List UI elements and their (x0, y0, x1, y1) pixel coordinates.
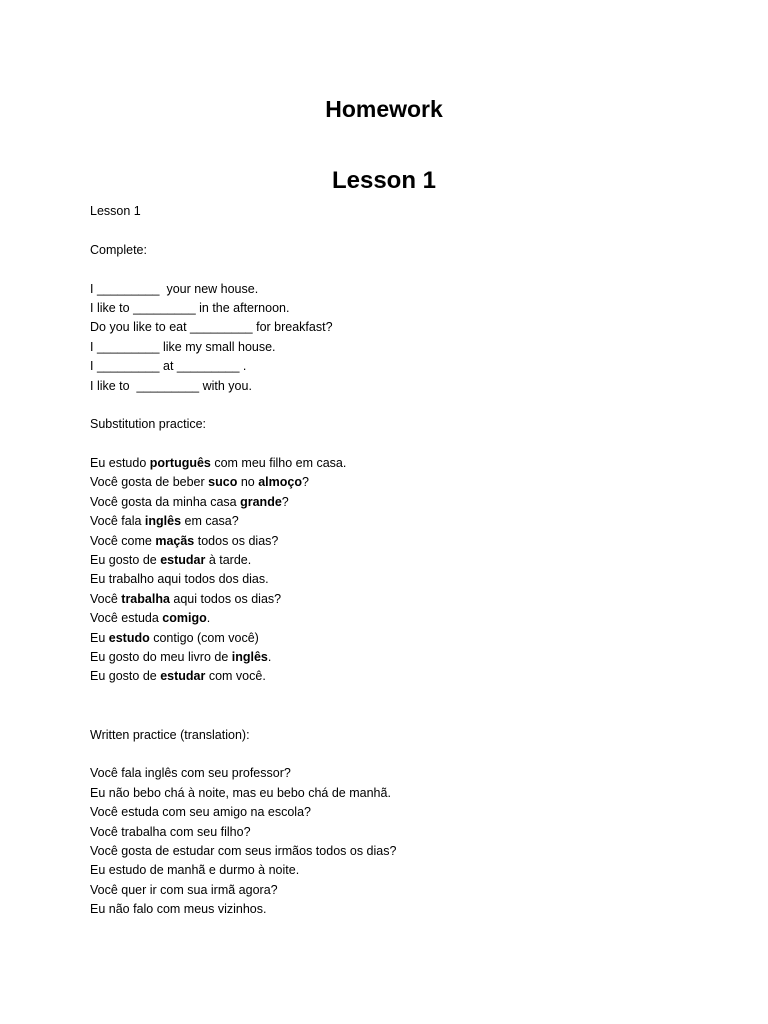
bold-term: suco (208, 475, 238, 490)
bold-term: almoço (258, 475, 302, 490)
complete-exercise-line (90, 280, 730, 299)
written-practice-line (90, 764, 730, 783)
written-practice-line (90, 803, 730, 822)
text-segment: I like to _________ in the afternoon. (90, 300, 290, 315)
complete-exercise-line (90, 377, 730, 396)
text-segment: Eu estudo (90, 456, 150, 471)
bold-term: inglês (144, 514, 182, 529)
text-segment: aqui todos os dias? (169, 591, 282, 606)
text-segment: Eu gosto de (90, 669, 161, 684)
substitution-heading: Substitution practice: (90, 417, 207, 432)
text-segment: Você fala inglês com seu professor? (90, 766, 291, 781)
text-segment: ? (281, 494, 289, 509)
substitution-exercise-line (90, 551, 730, 570)
bold-term: grande (240, 494, 282, 509)
written-practice-line (90, 861, 730, 880)
text-segment: . (267, 649, 272, 664)
document-body (90, 202, 730, 919)
substitution-exercise-list (90, 454, 730, 687)
text-segment: Do you like to eat _________ for breakfast? (90, 320, 333, 335)
text-segment: I _________ at _________ . (90, 359, 247, 374)
text-segment: Eu trabalho aqui todos dos dias. (90, 572, 269, 587)
substitution-exercise-line (90, 493, 730, 512)
complete-exercise-list (90, 280, 730, 396)
bold-term: português (149, 456, 211, 471)
substitution-exercise-line (90, 667, 730, 686)
text-segment: Eu gosto do meu livro de (90, 649, 232, 664)
substitution-exercise-line (90, 512, 730, 531)
written-practice-heading: Written practice (translation): (90, 727, 250, 742)
lesson-label: Lesson 1 (90, 204, 141, 218)
text-segment: . (206, 611, 211, 626)
page-title: Homework (325, 96, 443, 122)
text-segment: todos os dias? (194, 533, 279, 548)
written-practice-line (90, 881, 730, 900)
substitution-exercise-line (90, 648, 730, 667)
bold-term: maçãs (155, 533, 195, 548)
spacer (90, 221, 730, 240)
text-segment: Você estuda com seu amigo na escola? (90, 805, 311, 820)
text-segment: Você estuda (90, 611, 163, 626)
text-segment: Você quer ir com sua irmã agora? (90, 882, 278, 897)
text-segment: em casa? (181, 514, 239, 529)
substitution-exercise-line (90, 609, 730, 628)
spacer (90, 745, 730, 764)
bold-term: comigo (162, 611, 207, 626)
substitution-exercise-line (90, 629, 730, 648)
text-segment: no (237, 475, 259, 490)
substitution-exercise-line (90, 473, 730, 492)
text-segment: I like to _________ with you. (90, 378, 252, 393)
bold-term: trabalha (121, 591, 170, 606)
complete-exercise-line (90, 357, 730, 376)
text-segment: Você come (90, 533, 156, 548)
text-segment: contigo (com você) (149, 630, 259, 645)
text-segment: Eu gosto de (90, 553, 161, 568)
complete-heading: Complete: (90, 242, 147, 257)
substitution-exercise-line (90, 570, 730, 589)
substitution-exercise-line (90, 454, 730, 473)
text-segment: Você gosta de estudar com seus irmãos todos os dias? (90, 843, 397, 858)
text-segment: Você gosta de beber (90, 475, 209, 490)
spacer (90, 396, 730, 415)
text-segment: Você fala (90, 514, 145, 529)
complete-exercise-line (90, 338, 730, 357)
text-segment: Você trabalha com seu filho? (90, 824, 251, 839)
text-segment: Você (90, 591, 122, 606)
substitution-exercise-line (90, 590, 730, 609)
text-segment: à tarde. (205, 553, 252, 568)
written-practice-line (90, 784, 730, 803)
written-practice-list (90, 764, 730, 919)
text-segment: I _________ your new house. (90, 281, 259, 296)
written-practice-line (90, 823, 730, 842)
text-segment: com meu filho em casa. (210, 456, 347, 471)
text-segment: Você gosta da minha casa (90, 494, 241, 509)
spacer (90, 687, 730, 726)
complete-exercise-line (90, 299, 730, 318)
bold-term: estudo (108, 630, 150, 645)
text-segment: Eu estudo de manhã e durmo à noite. (90, 863, 300, 878)
text-segment: Eu (90, 630, 109, 645)
written-practice-line (90, 842, 730, 861)
spacer (90, 435, 730, 454)
written-practice-line (90, 900, 730, 919)
text-segment: Eu não bebo chá à noite, mas eu bebo chá de manhã. (90, 785, 391, 800)
bold-term: estudar (160, 669, 206, 684)
lesson-title: Lesson 1 (331, 167, 437, 194)
text-segment: Eu não falo com meus vizinhos. (90, 902, 267, 917)
complete-exercise-line (90, 318, 730, 337)
substitution-exercise-line (90, 532, 730, 551)
text-segment: I _________ like my small house. (90, 339, 276, 354)
spacer (90, 260, 730, 279)
text-segment: ? (301, 475, 309, 490)
bold-term: inglês (231, 649, 268, 664)
bold-term: estudar (160, 553, 206, 568)
text-segment: com você. (205, 669, 266, 684)
